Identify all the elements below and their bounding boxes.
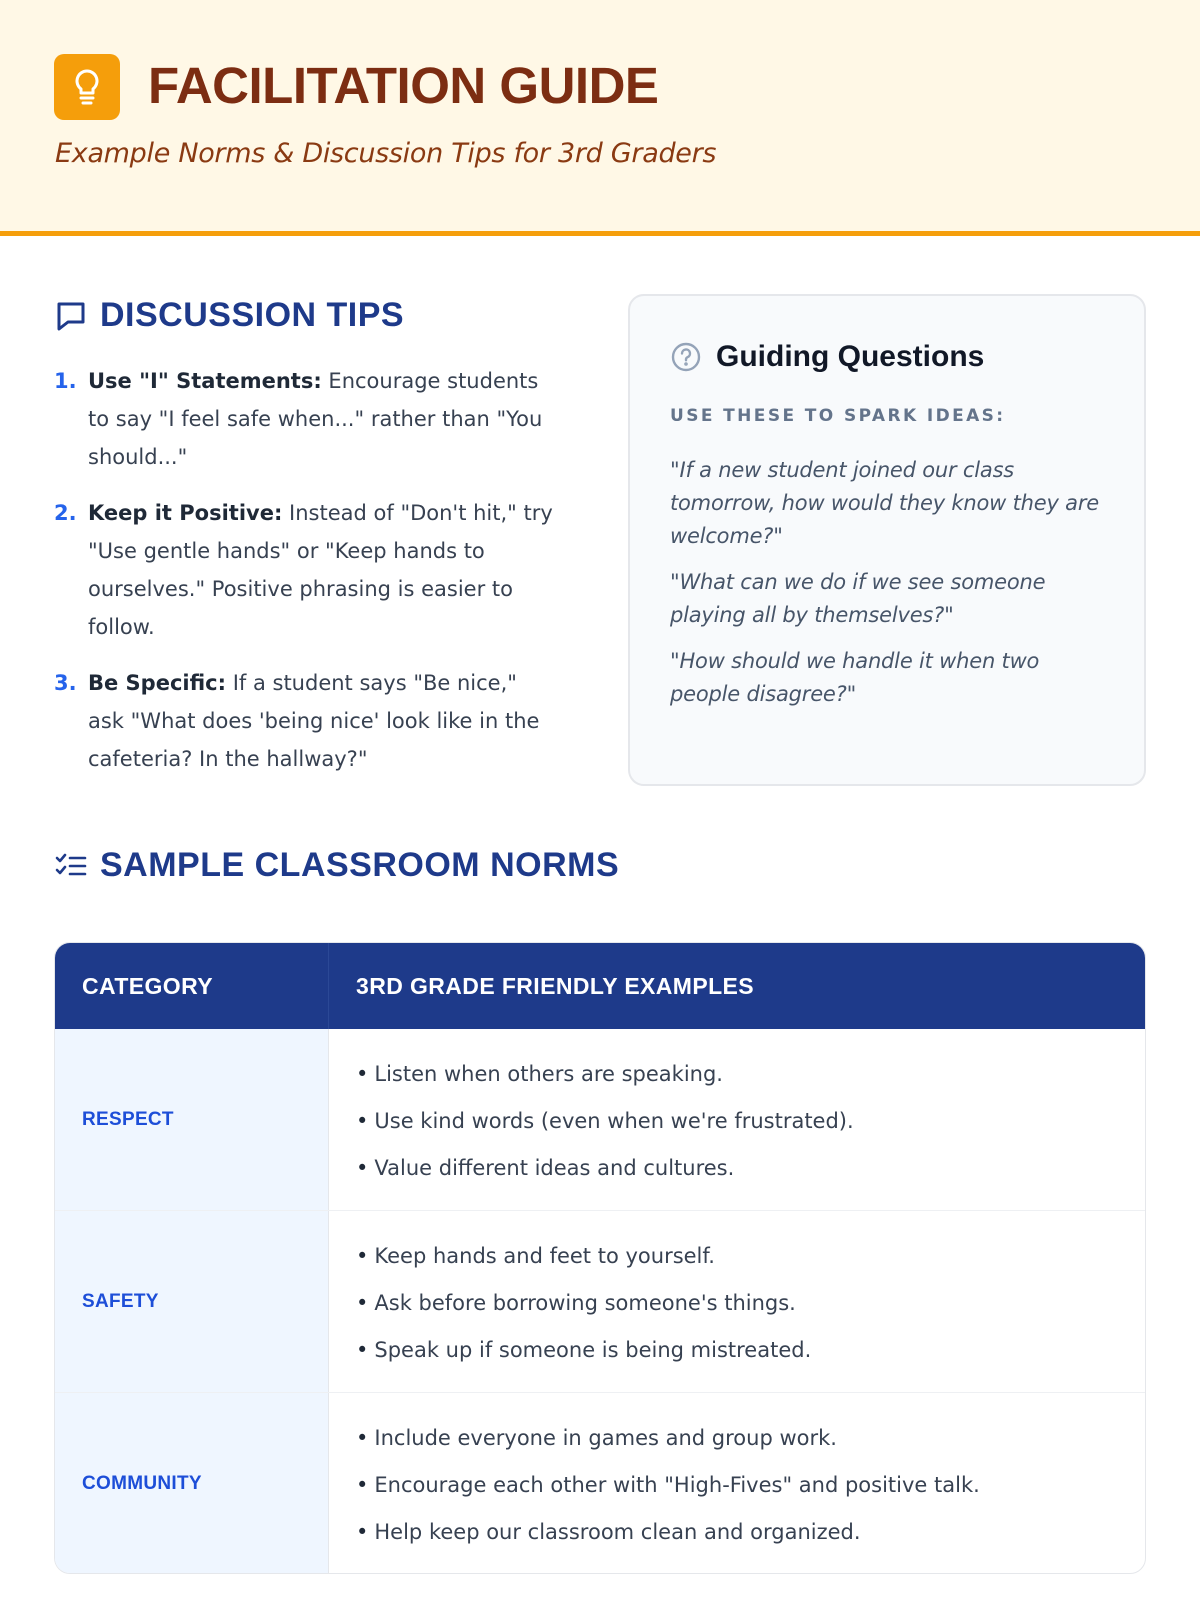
table-row (55, 1210, 1145, 1392)
discussion-tips-title: DISCUSSION TIPS (100, 296, 405, 334)
table-row (55, 1392, 1145, 1574)
category-cell: COMMUNITY (55, 1393, 329, 1574)
tip-lead: Keep it Positive: (88, 501, 283, 525)
examples-cell (329, 1393, 1145, 1574)
tip-lead: Use "I" Statements: (88, 369, 322, 393)
column-header-category: CATEGORY (55, 943, 329, 1029)
example-item: • Speak up if someone is being mistreated. (356, 1327, 1145, 1374)
guiding-questions-list (670, 454, 1100, 724)
guiding-questions-title: Guiding Questions (716, 340, 985, 373)
table-row (55, 1029, 1145, 1210)
discussion-tips-heading (54, 296, 404, 335)
tip-text: Encourage students to say "I feel safe when..." rather than "You should..." (88, 369, 543, 469)
category-cell: SAFETY (55, 1211, 329, 1392)
category-cell: RESPECT (55, 1029, 329, 1210)
question-circle-icon (670, 341, 702, 373)
example-item: • Keep hands and feet to yourself. (356, 1233, 1145, 1280)
norms-title: SAMPLE CLASSROOM NORMS (100, 846, 620, 884)
norms-table (54, 942, 1146, 1574)
examples-cell (329, 1211, 1145, 1392)
example-item: • Use kind words (even when we're frustrated). (356, 1098, 1145, 1145)
question-item: "If a new student joined our class tomorrow, how would they know they are welcome?" (670, 458, 1099, 548)
guiding-questions-heading (670, 340, 984, 374)
tip-item (54, 664, 554, 778)
example-item: • Help keep our classroom clean and organized. (356, 1509, 1145, 1556)
example-item: • Include everyone in games and group work. (356, 1415, 1145, 1462)
example-item: • Listen when others are speaking. (356, 1051, 1145, 1098)
guiding-questions-kicker: USE THESE TO SPARK IDEAS: (670, 406, 1006, 426)
tip-number: 1. (54, 369, 77, 393)
page-title: FACILITATION GUIDE (148, 57, 659, 114)
tip-number: 3. (54, 671, 77, 695)
guiding-questions-card (628, 294, 1146, 786)
tip-item (54, 494, 554, 646)
checklist-icon (54, 849, 88, 883)
tip-item (54, 362, 554, 476)
tip-text: Instead of "Don't hit," try "Use gentle hands" or "Keep hands to ourselves." Positive phrasing is easier to follow. (88, 501, 553, 639)
chat-bubble-icon (54, 299, 88, 333)
page-subtitle: Example Norms & Discussion Tips for 3rd Graders (55, 138, 717, 169)
page-header (0, 0, 1200, 236)
norms-heading (54, 846, 619, 885)
tip-text: If a student says "Be nice," ask "What does 'being nice' look like in the cafeteria? In the hallway?" (88, 671, 540, 771)
example-item: • Ask before borrowing someone's things. (356, 1280, 1145, 1327)
norms-table-body (55, 1029, 1145, 1574)
norms-table-header (55, 943, 1145, 1029)
tip-number: 2. (54, 501, 77, 525)
column-header-examples: 3RD GRADE FRIENDLY EXAMPLES (356, 972, 755, 999)
examples-cell (329, 1029, 1145, 1210)
lightbulb-icon (54, 54, 120, 120)
example-item: • Value different ideas and cultures. (356, 1145, 1145, 1192)
discussion-tips-list (54, 362, 554, 796)
example-item: • Encourage each other with "High-Fives" and positive talk. (356, 1462, 1145, 1509)
question-item: "What can we do if we see someone playing all by themselves?" (670, 570, 1046, 627)
tip-lead: Be Specific: (88, 671, 227, 695)
question-item: "How should we handle it when two people disagree?" (670, 649, 1040, 706)
